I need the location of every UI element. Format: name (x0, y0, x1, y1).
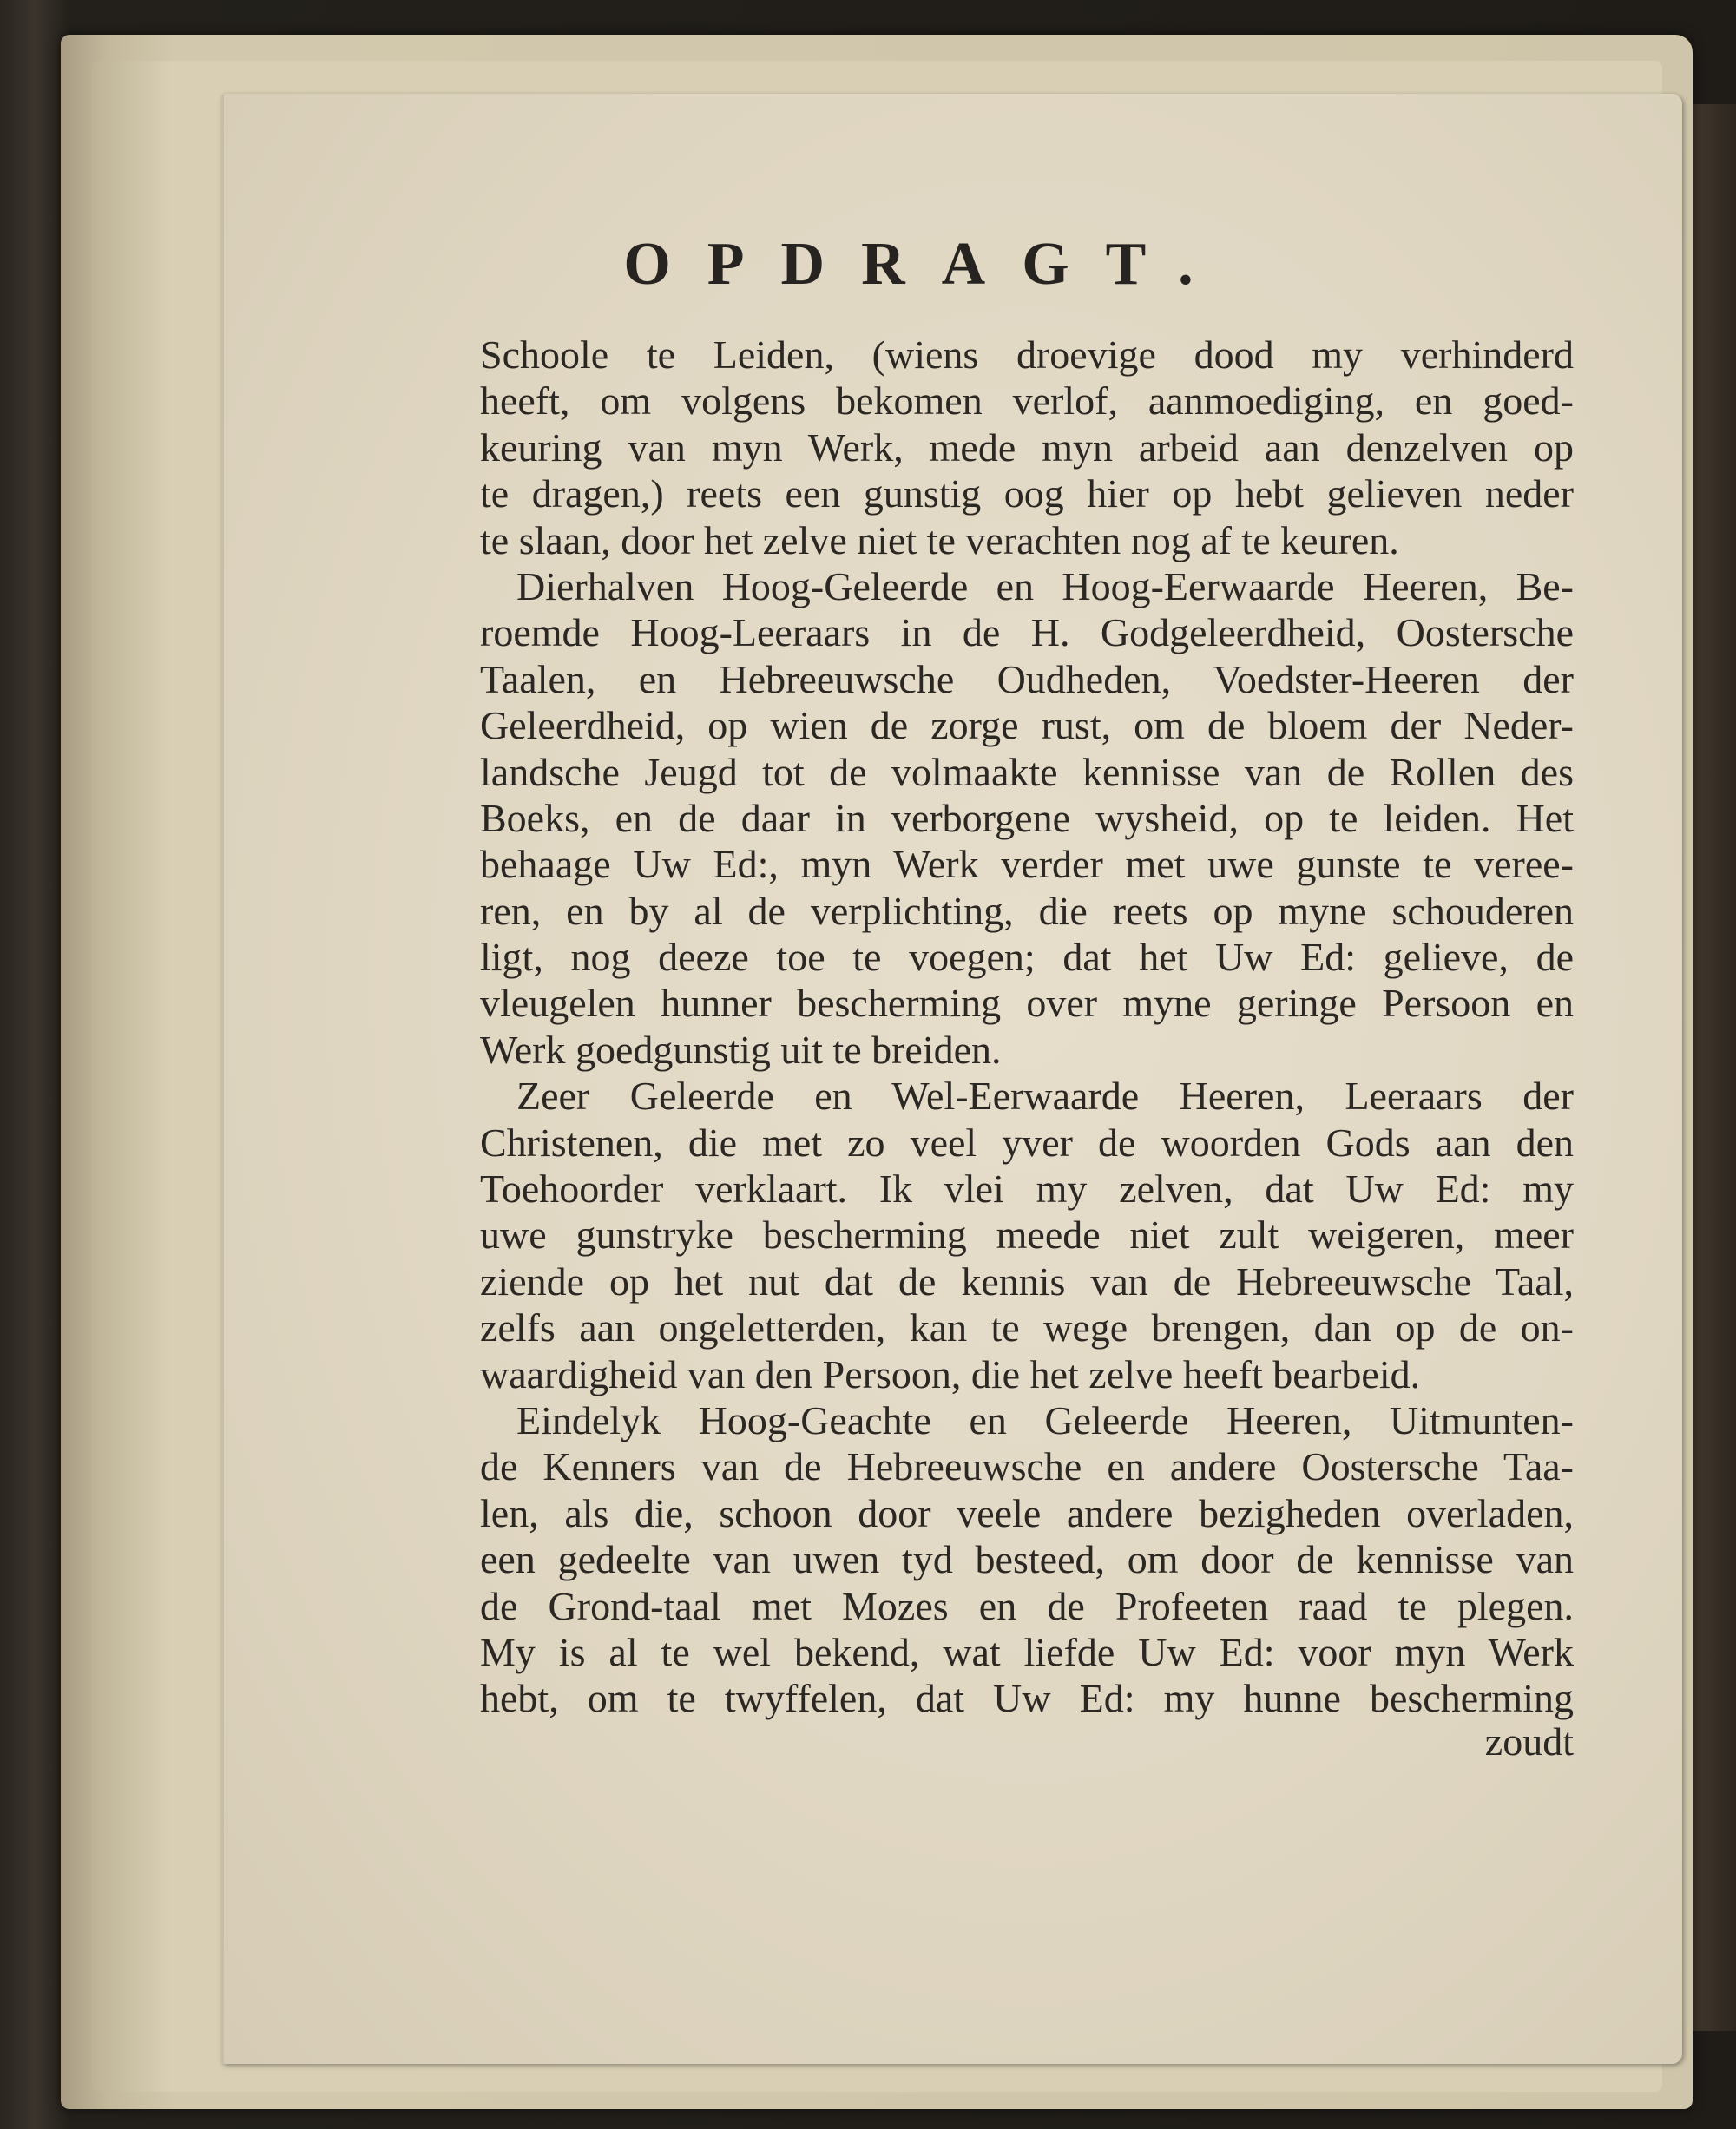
text-line: Toehoorder verklaart. Ik vlei my zelven, dat Uw Ed: my (480, 1166, 1574, 1212)
text-line: Werk goedgunstig uit te breiden. (480, 1027, 1002, 1072)
text-line: Eindelyk Hoog-Geachte en Geleerde Heeren, Uitmunten- (516, 1397, 1574, 1442)
text-line: hebt, om te twyffelen, dat Uw Ed: my hunne bescherming (480, 1676, 1574, 1721)
text-line: een gedeelte van uwen tyd besteed, om door de kennisse van (480, 1537, 1574, 1582)
text-line: behaage Uw Ed:, myn Werk verder met uwe gunste te veree- (480, 842, 1574, 887)
text-line: vleugelen hunner bescherming over myne geringe Persoon en (480, 981, 1574, 1026)
text-line: Zeer Geleerde en Wel-Eerwaarde Heeren, Leeraars der (516, 1074, 1574, 1119)
running-header: OPDRAGT. (623, 231, 1230, 298)
body-text (480, 332, 1574, 1722)
text-line: roemde Hoog-Leeraars in de H. Godgeleerdheid, Oostersche (480, 610, 1574, 655)
text-line: Christenen, die met zo veel yver de woorden Gods aan den (480, 1120, 1574, 1165)
text-line: heeft, om volgens bekomen verlof, aanmoediging, en goed- (480, 378, 1574, 424)
text-line: de Kenners van de Hebreeuwsche en andere Oostersche Taa- (480, 1444, 1574, 1489)
text-line: ligt, nog deeze toe te voegen; dat het Uw Ed: gelieve, de (480, 935, 1574, 980)
text-line: My is al te wel bekend, wat liefde Uw Ed: voor myn Werk (480, 1629, 1574, 1674)
text-line: ren, en by al de verplichting, die reets op myne schouderen (480, 888, 1574, 933)
text-line: Boeks, en de daar in verborgene wysheid, op te leiden. Het (480, 795, 1574, 840)
text-line: te dragen,) reets een gunstig oog hier op hebt gelieven neder (480, 471, 1574, 516)
text-line: uwe gunstryke bescherming meede niet zult weigeren, meer (480, 1212, 1574, 1258)
text-line: Dierhalven Hoog-Geleerde en Hoog-Eerwaarde Heeren, Be- (516, 563, 1574, 608)
text-line: ziende op het nut dat de kennis van de Hebreeuwsche Taal, (480, 1258, 1574, 1304)
text-line: Taalen, en Hebreeuwsche Oudheden, Voedster-Heeren der (480, 656, 1574, 701)
text-line: len, als die, schoon door veele andere bezigheden overladen, (480, 1490, 1574, 1535)
text-line: te slaan, door het zelve niet te verachten nog af te keuren. (480, 517, 1399, 562)
text-line: zelfs aan ongeletterden, kan te wege brengen, dan op de on- (480, 1305, 1574, 1350)
text-line: Geleerdheid, op wien de zorge rust, om de bloem der Neder- (480, 703, 1574, 748)
text-line: de Grond-taal met Mozes en de Profeeten raad te plegen. (480, 1583, 1574, 1628)
catchword: zoudt (1484, 1719, 1574, 1764)
text-line: landsche Jeugd tot de volmaakte kennisse van de Rollen des (480, 749, 1574, 794)
text-line: Schoole te Leiden, (wiens droevige dood my verhinderd (480, 332, 1574, 377)
text-line: waardigheid van den Persoon, die het zelve heeft bearbeid. (480, 1351, 1421, 1396)
text-line: keuring van myn Werk, mede myn arbeid aan denzelven op (480, 424, 1574, 470)
